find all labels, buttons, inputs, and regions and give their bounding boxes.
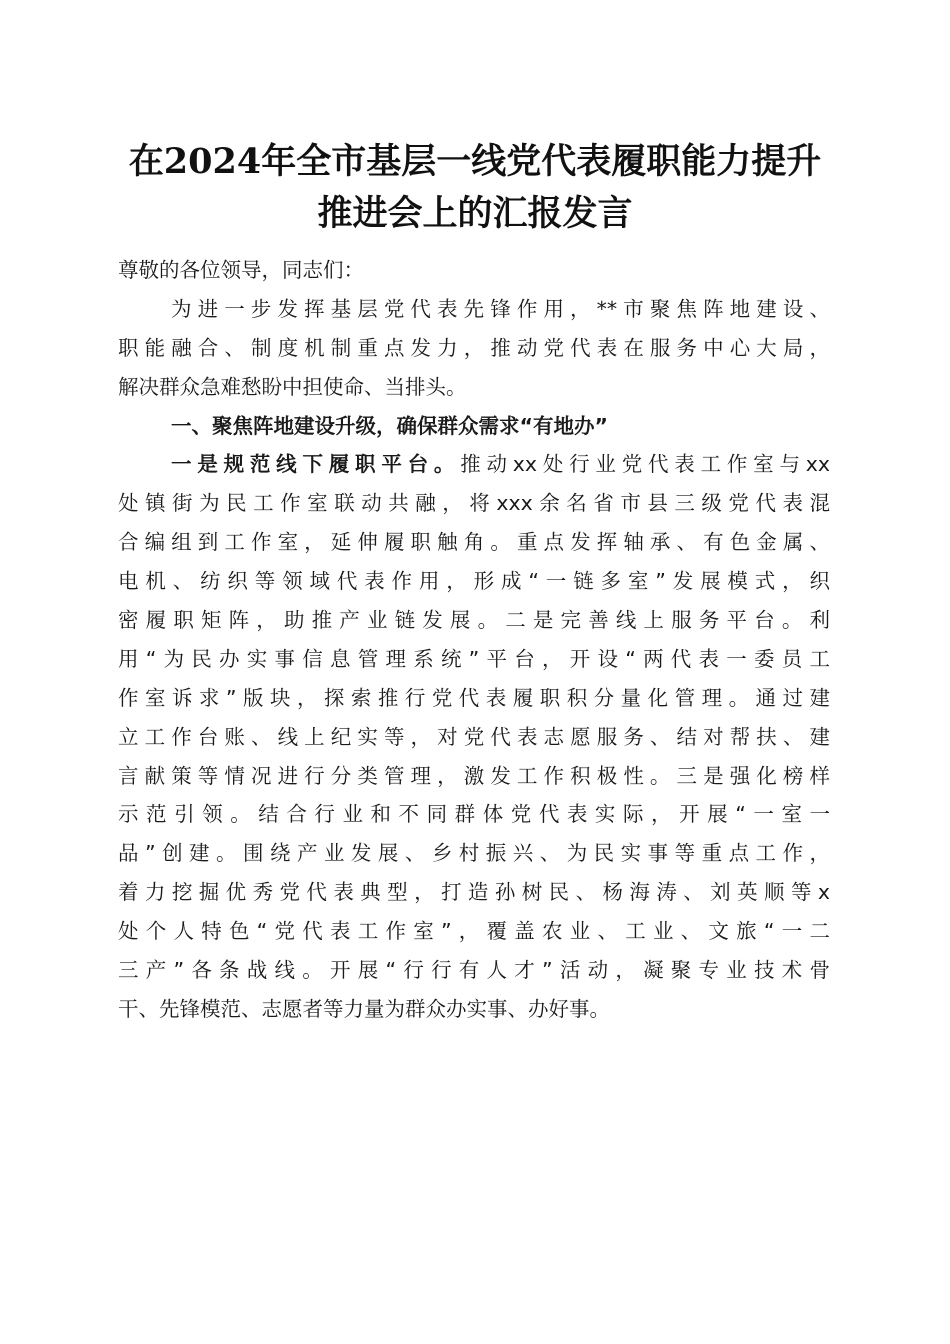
- title-line-2: 推进会上的汇报发言: [317, 193, 633, 234]
- intro-line-3: 解决群众急难愁盼中担使命、当排头。: [118, 374, 467, 399]
- paragraph-1-line: 言献策等情况进行分类管理，激发工作积极性。三是强化榜样: [118, 763, 830, 788]
- section-heading-1: 一、聚焦阵地建设升级，确保群众需求“有地办”: [171, 413, 608, 438]
- document-title: [100, 136, 850, 240]
- paragraph-1-line: 品”创建。围绕产业发展、乡村振兴、为民实事等重点工作，: [118, 841, 830, 866]
- intro-line-2: 职能融合、制度机制重点发力，推动党代表在服务中心大局，: [118, 335, 830, 360]
- paragraph-1-line: 密履职矩阵，助推产业链发展。二是完善线上服务平台。利: [118, 608, 830, 633]
- paragraph-1-line: 用“为民办实事信息管理系统”平台，开设“两代表一委员工: [118, 646, 830, 671]
- title-line-1: 在2024年全市基层一线党代表履职能力提升: [128, 141, 822, 182]
- paragraph-1-line: 处镇街为民工作室联动共融，将xxx余名省市县三级党代表混: [118, 491, 830, 516]
- paragraph-1-line: 处个人特色“党代表工作室”，覆盖农业、工业、文旅“一二: [118, 919, 830, 944]
- paragraph-1-line: 电机、纺织等领域代表作用，形成“一链多室”发展模式，织: [118, 569, 830, 594]
- paragraph-1-line-1-rest: 推动xx处行业党代表工作室与xx: [460, 452, 830, 477]
- paragraph-1-last-line: 干、先锋模范、志愿者等力量为群众办实事、办好事。: [118, 996, 610, 1021]
- paragraph-1-line: 三产”各条战线。开展“行行有人才”活动，凝聚专业技术骨: [118, 958, 830, 983]
- paragraph-1-line: 合编组到工作室，延伸履职触角。重点发挥轴承、有色金属、: [118, 530, 830, 555]
- paragraph-1-line: 着力挖掘优秀党代表典型，打造孙树民、杨海涛、刘英顺等x: [118, 880, 830, 905]
- paragraph-1-lead: 一是规范线下履职平台。: [171, 452, 461, 477]
- salutation: 尊敬的各位领导，同志们：: [118, 258, 364, 282]
- intro-line-1: 为进一步发挥基层党代表先锋作用，**市聚焦阵地建设、: [171, 296, 830, 321]
- paragraph-1-line-1: [118, 445, 830, 484]
- paragraph-1-line: 立工作台账、线上纪实等，对党代表志愿服务、结对帮扶、建: [118, 724, 830, 749]
- paragraph-1-line: 示范引领。结合行业和不同群体党代表实际，开展“一室一: [118, 802, 830, 827]
- paragraph-1-line: 作室诉求”版块，探索推行党代表履职积分量化管理。通过建: [118, 685, 830, 710]
- document-body: [118, 251, 830, 1029]
